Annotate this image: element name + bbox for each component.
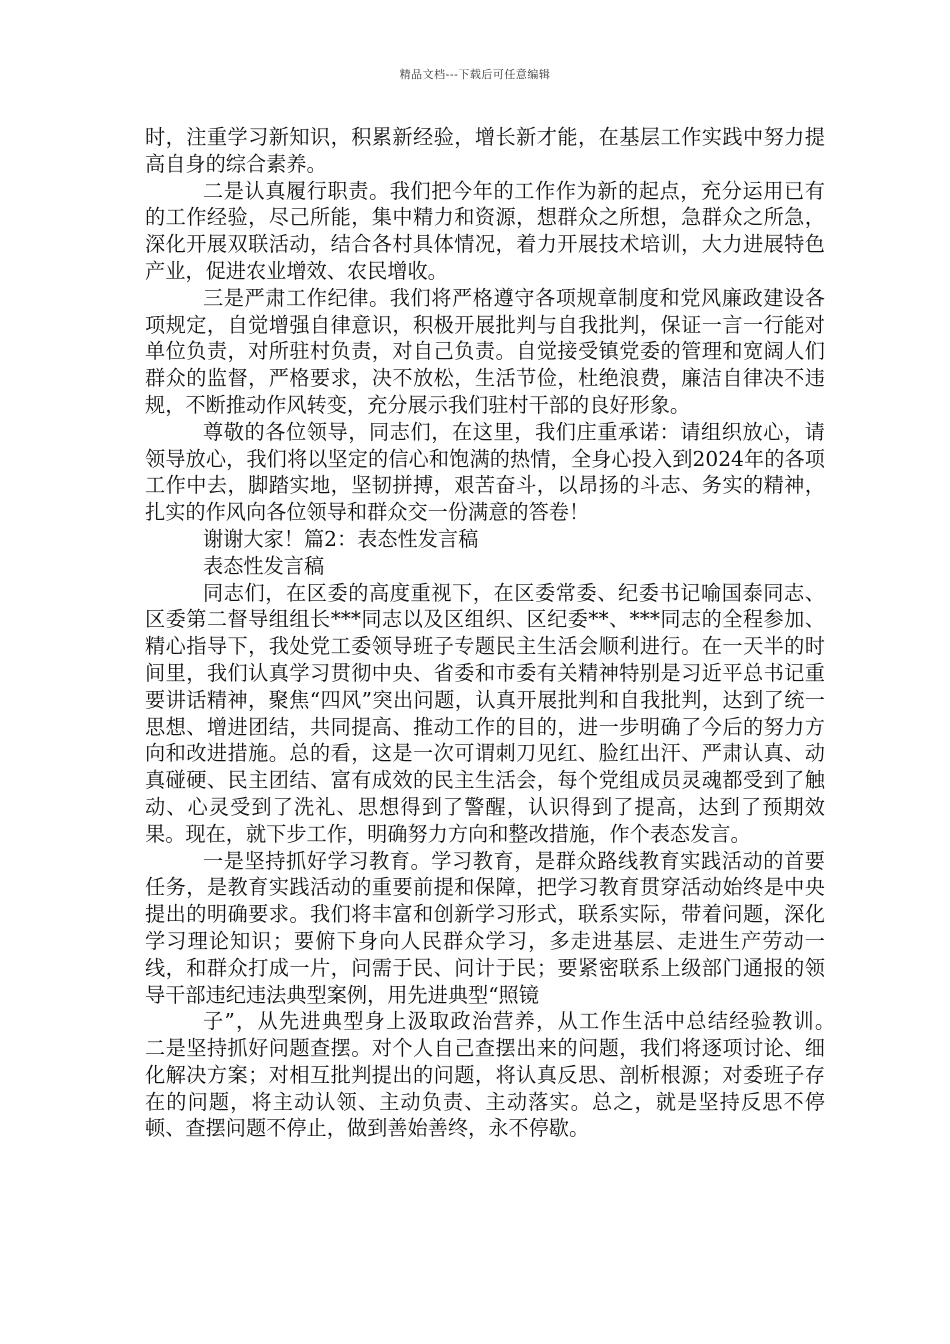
paragraph-4: 尊敬的各位领导，同志们，在这里，我们庄重承诺：请组织放心，请领导放心，我们将以坚定的信心和饱满的热情，全身心投入到2024年的各项工作中去，脚踏实地，坚韧拼搏，艰苦奋斗，以昂扬的斗志、务实的精神，扎实的作风向各位领导和群众交一份满意的答卷！	[145, 419, 825, 525]
paragraph-2: 二是认真履行职责。我们把今年的工作作为新的起点，充分运用已有的工作经验，尽己所能，集中精力和资源，想群众之所想，急群众之所急，深化开展双联活动，结合各村具体情况，着力开展技术培训，大力进展特色产业，促进农业增效、农民增收。	[145, 178, 825, 283]
document-body	[145, 124, 846, 1142]
paragraph-9: 子”，从先进典型身上汲取政治营养，从工作生活中总结经验教训。 二是坚持抓好问题查摆。对个人自己查摆出来的问题，我们将逐项讨论、细化解决方案；对相互批判提出的问题，将认真反思、剖析根源；对委班子存在的问题，将主动认领、主动负责、主动落实。总之，就是坚持反思不停顿、查摆问题不停止，做到善始善终，永不停歇。	[145, 1009, 846, 1141]
paragraph-6: 表态性发言稿	[203, 553, 325, 578]
paragraph-8: 一是坚持抓好学习教育。学习教育，是群众路线教育实践活动的首要任务，是教育实践活动的重要前提和保障，把学习教育贯穿活动始终是中央提出的明确要求。我们将丰富和创新学习形式，联系实际，带着问题，深化学习理论知识；要俯下身向人民群众学习，多走进基层、走进生产劳动一线，和群众打成一片，问需于民、问计于民；要紧密联系上级部门通报的领导干部违纪违法典型案例，用先进典型“照镜	[145, 848, 825, 1007]
paragraph-3: 三是严肃工作纪律。我们将严格遵守各项规章制度和党风廉政建设各项规定，自觉增强自律意识，积极开展批判与自我批判，保证一言一行能对单位负责，对所驻村负责，对自己负责。自觉接受镇党委的管理和宽阔人们群众的监督，严格要求，决不放松，生活节俭，杜绝浪费，廉洁自律决不违规，不断推动作风转变，充分展示我们驻村干部的良好形象。	[145, 285, 825, 417]
paragraph-7: 同志们，在区委的高度重视下，在区委常委、纪委书记喻国泰同志、区委第二督导组组长***同志以及区组织、区纪委**、***同志的全程参加、精心指导下，我处党工委领导班子专题民主生活会顺利进行。在一天半的时间里，我们认真学习贯彻中央、省委和市委有关精神特别是习近平总书记重要讲话精神，聚焦“四风”突出问题，认真开展批判和自我批判，达到了统一思想、增进团结，共同提高、推动工作的目的，进一步明确了今后的努力方向和改进措施。总的看，这是一次可谓刺刀见红、脸红出汗、严肃认真、动真碰硬、民主团结、富有成效的民主生活会，每个党组成员灵魂都受到了触动、心灵受到了洗礼、思想得到了警醒，认识得到了提高，达到了预期效果。现在，就下步工作，明确努力方向和整改措施，作个表态发言。	[145, 580, 825, 846]
page-header: 精品文档---下载后可任意编辑	[399, 68, 551, 81]
paragraph-1: 时，注重学习新知识，积累新经验，增长新才能，在基层工作实践中努力提高自身的综合素养。	[145, 125, 825, 176]
paragraph-5: 谢谢大家！篇2：表态性发言稿	[203, 526, 479, 551]
